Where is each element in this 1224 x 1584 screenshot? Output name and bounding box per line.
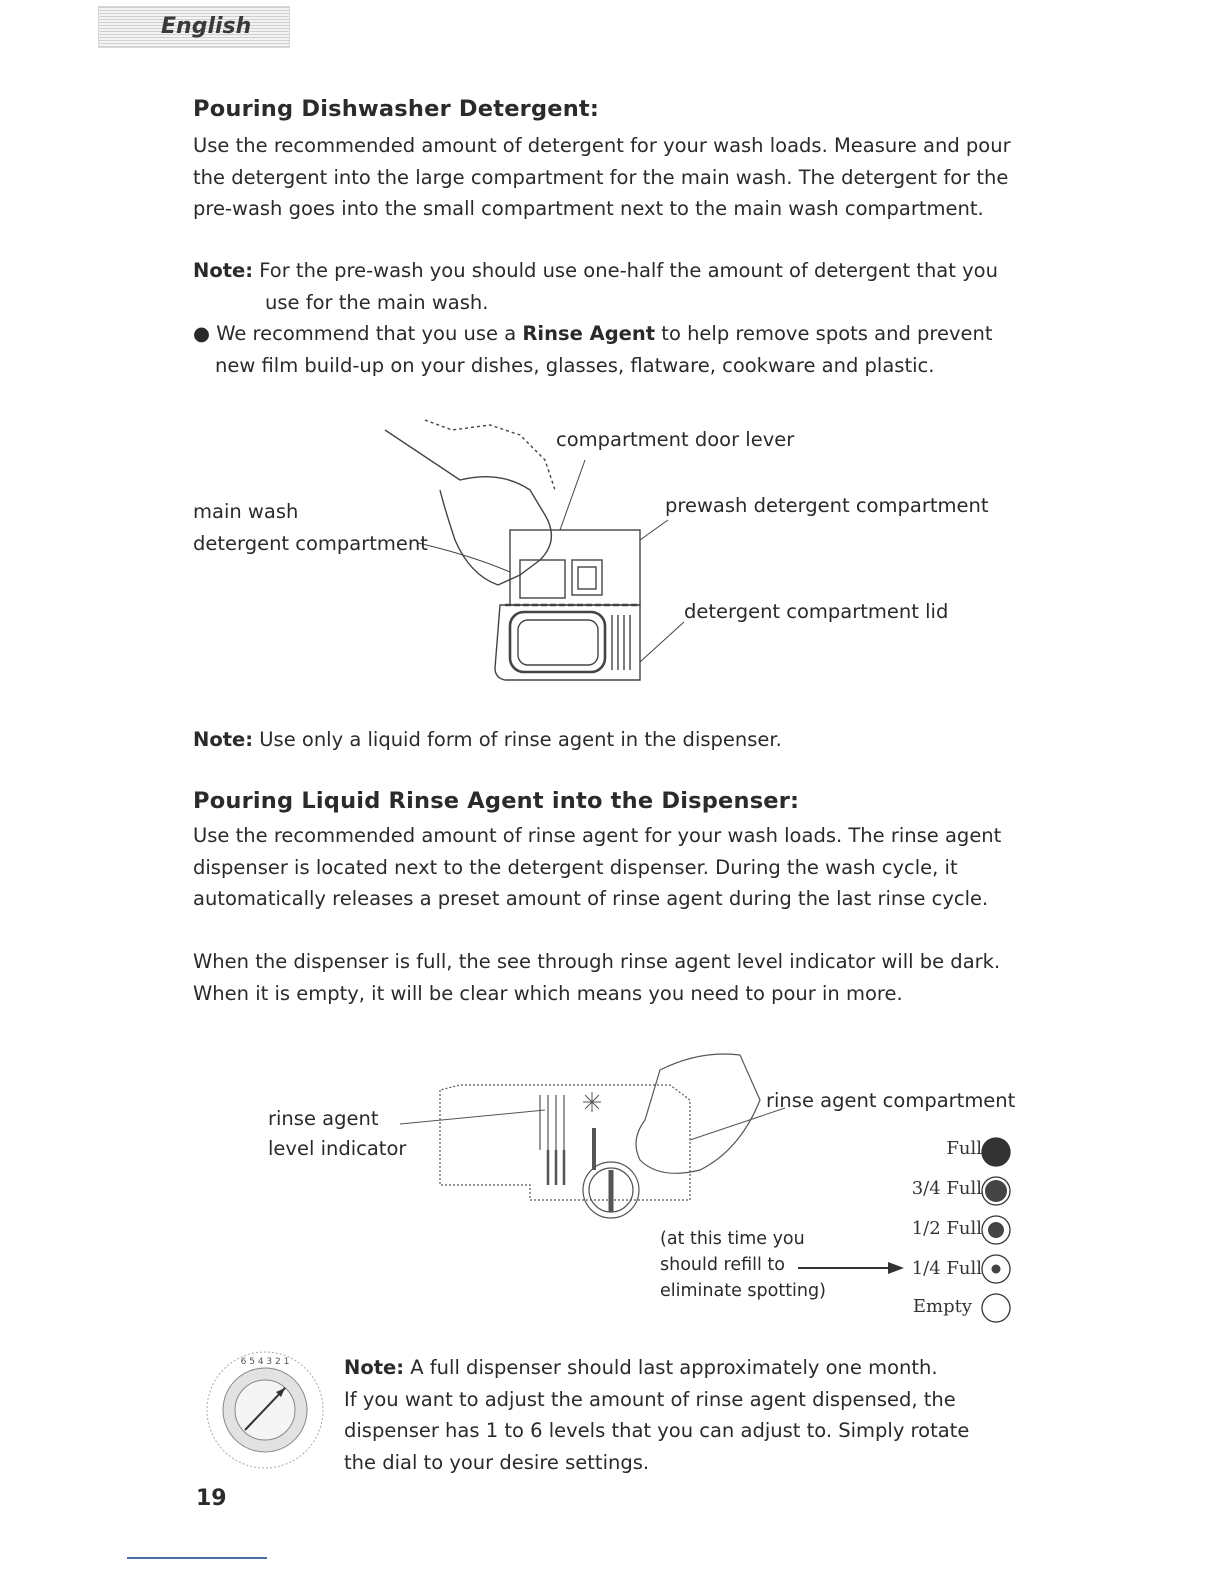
note-label: Note:: [193, 728, 254, 751]
language-tab-label: English: [161, 14, 252, 39]
bullet-text-line2: new film build-up on your dishes, glasses, flatware, cookware and plastic.: [215, 353, 935, 377]
note-prewash: [193, 255, 1053, 381]
language-tab: [98, 6, 290, 48]
label-prewash-compartment: prewash detergent compartment: [665, 494, 989, 517]
note-liquid-rinse: [193, 724, 782, 756]
note-label: Note:: [344, 1356, 405, 1379]
body-line: automatically releases a preset amount of rinse agent during the last rinse cycle.: [193, 887, 989, 910]
section-body-level-indicator: [193, 946, 1053, 1009]
note-text-line2: use for the main wash.: [265, 290, 489, 314]
body-line: pre-wash goes into the small compartment next to the main wash compartment.: [193, 197, 984, 220]
level-label-quarter: 1/4 Full: [911, 1258, 982, 1279]
level-label-three-quarter: 3/4 Full: [911, 1178, 982, 1199]
level-full-icon: [982, 1138, 1010, 1166]
body-line: Use the recommended amount of rinse agent for your wash loads. The rinse agent: [193, 824, 1002, 847]
note-text-line: If you want to adjust the amount of rinse agent dispensed, the: [344, 1387, 956, 1411]
refill-line: eliminate spotting): [660, 1281, 826, 1301]
bullet-text-post: to help remove spots and prevent: [661, 322, 993, 345]
note-text: A full dispenser should last approximately one month.: [410, 1356, 938, 1379]
refill-line: (at this time you: [660, 1229, 805, 1249]
section-body-detergent: [193, 130, 1053, 225]
dial-numbers: 6 5 4 3 2 1: [240, 1357, 290, 1367]
body-line: When the dispenser is full, the see through rinse agent level indicator will be dark.: [193, 950, 1001, 973]
section-title-detergent: Pouring Dishwasher Detergent:: [193, 96, 600, 122]
level-empty-icon: [982, 1294, 1010, 1322]
body-line: dispenser is located next to the detergent dispenser. During the wash cycle, it: [193, 855, 958, 879]
note-dial: [344, 1352, 1064, 1478]
section-title-rinse-agent: Pouring Liquid Rinse Agent into the Dispenser:: [193, 788, 800, 814]
level-indicator-icons: [980, 1130, 1014, 1330]
label-rinse-line1: rinse agent: [268, 1107, 379, 1130]
note-text: For the pre-wash you should use one-half the amount of detergent that you: [259, 259, 998, 282]
body-line: When it is empty, it will be clear which means you need to pour in more.: [193, 981, 903, 1005]
label-rinse-compartment: rinse agent compartment: [766, 1089, 1016, 1112]
page-number: 19: [196, 1486, 227, 1511]
label-rinse-level-indicator: [268, 1104, 406, 1164]
body-line: the detergent into the large compartment for the main wash. The detergent for the: [193, 165, 1009, 189]
rinse-dispenser-illustration: [0, 1040, 1224, 1240]
note-label: Note:: [193, 259, 254, 282]
level-label-full: Full: [946, 1138, 982, 1159]
label-compartment-door-lever: compartment door lever: [556, 428, 795, 451]
label-rinse-line2: level indicator: [268, 1137, 407, 1160]
section-body-rinse-agent: [193, 820, 1053, 915]
label-main-wash: [193, 496, 428, 560]
note-text-line: dispenser has 1 to 6 levels that you can adjust to. Simply rotate: [344, 1419, 970, 1442]
label-main-wash-line1: main wash: [193, 500, 299, 523]
note-text-line: the dial to your desire settings.: [344, 1450, 650, 1474]
bullet-icon: ●: [193, 322, 211, 345]
refill-line: should refill to: [660, 1255, 785, 1275]
level-label-empty: Empty: [912, 1296, 972, 1317]
footer-divider: [127, 1557, 267, 1559]
label-main-wash-line2: detergent compartment: [193, 532, 428, 555]
bullet-text: We recommend that you use a: [216, 322, 517, 345]
rinse-agent-term: Rinse Agent: [522, 322, 656, 345]
note-text: Use only a liquid form of rinse agent in the dispenser.: [259, 728, 782, 751]
label-compartment-lid: detergent compartment lid: [684, 600, 949, 623]
level-label-half: 1/2 Full: [911, 1218, 982, 1239]
rinse-dial-icon: [205, 1348, 335, 1478]
body-line: Use the recommended amount of detergent for your wash loads. Measure and pour: [193, 134, 1011, 157]
